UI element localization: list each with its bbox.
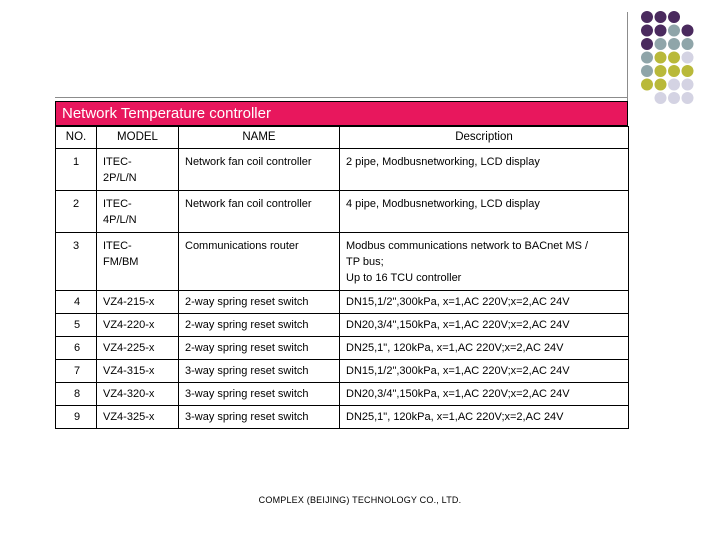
cell-name: Network fan coil controller [179,149,340,191]
cell-description: DN25,1", 120kPa, x=1,AC 220V;x=2,AC 24V [340,337,629,360]
cell-no: 5 [56,314,97,337]
decorative-dot [682,92,694,104]
decorative-dot [682,52,694,64]
table-header-row [56,127,629,149]
decorative-dot [682,38,694,50]
cell-no: 7 [56,360,97,383]
cell-description: DN20,3/4",150kPa, x=1,AC 220V;x=2,AC 24V [340,314,629,337]
cell-name: 2-way spring reset switch [179,337,340,360]
column-header-name: NAME [179,127,340,149]
cell-no: 8 [56,383,97,406]
decorative-dot [655,52,667,64]
cell-description: DN15,1/2",300kPa, x=1,AC 220V;x=2,AC 24V [340,360,629,383]
cell-name: Communications router [179,233,340,291]
cell-description: 2 pipe, Modbusnetworking, LCD display [340,149,629,191]
table-row [56,291,629,314]
cell-no: 4 [56,291,97,314]
cell-model: ITEC- 4P/L/N [97,191,179,233]
table-row [56,337,629,360]
column-header-no: NO. [56,127,97,149]
cell-no: 2 [56,191,97,233]
table-row [56,233,629,291]
decorative-dot [641,38,653,50]
table-row [56,149,629,191]
cell-no: 6 [56,337,97,360]
table-row [56,360,629,383]
decorative-dot [668,52,680,64]
cell-model: VZ4-220-x [97,314,179,337]
decorative-dot [668,25,680,37]
cell-no: 1 [56,149,97,191]
cell-name: 3-way spring reset switch [179,406,340,429]
cell-model: VZ4-225-x [97,337,179,360]
decorative-dot [641,25,653,37]
table-body [56,149,629,429]
cell-description: 4 pipe, Modbusnetworking, LCD display [340,191,629,233]
product-table [55,126,629,429]
decorative-dot [682,25,694,37]
cell-name: 3-way spring reset switch [179,383,340,406]
cell-no: 9 [56,406,97,429]
cell-model: ITEC- FM/BM [97,233,179,291]
cell-model: ITEC- 2P/L/N [97,149,179,191]
decorative-dot [655,79,667,91]
decorative-dot [682,79,694,91]
vertical-rule [627,12,628,112]
cell-name: 3-way spring reset switch [179,360,340,383]
decorative-dot [641,65,653,77]
decorative-dot [655,11,667,23]
table-row [56,314,629,337]
decorative-dot [641,52,653,64]
company-footer: COMPLEX (BEIJING) TECHNOLOGY CO., LTD. [258,495,462,505]
column-header-model: MODEL [97,127,179,149]
decorative-dot [668,79,680,91]
decorative-dot [668,92,680,104]
cell-model: VZ4-215-x [97,291,179,314]
horizontal-rule [55,97,627,98]
cell-description: DN25,1", 120kPa, x=1,AC 220V;x=2,AC 24V [340,406,629,429]
cell-name: Network fan coil controller [179,191,340,233]
table-row [56,191,629,233]
decorative-dot [655,65,667,77]
decorative-dot [668,11,680,23]
cell-name: 2-way spring reset switch [179,291,340,314]
table-row [56,383,629,406]
decorative-dot [655,38,667,50]
decorative-dot [641,11,653,23]
cell-model: VZ4-325-x [97,406,179,429]
column-header-description: Description [340,127,629,149]
cell-model: VZ4-315-x [97,360,179,383]
cell-model: VZ4-320-x [97,383,179,406]
cell-description: DN20,3/4",150kPa, x=1,AC 220V;x=2,AC 24V [340,383,629,406]
cell-description: Modbus communications network to BACnet MS / TP bus; Up to 16 TCU controller [340,233,629,291]
decorative-dot [655,25,667,37]
decorative-dot [668,65,680,77]
decorative-dot [668,38,680,50]
cell-name: 2-way spring reset switch [179,314,340,337]
slide-title: Network Temperature controller [55,101,628,126]
decorative-dot [641,79,653,91]
decorative-dot [655,92,667,104]
decorative-dot [682,65,694,77]
table-row [56,406,629,429]
cell-no: 3 [56,233,97,291]
cell-description: DN15,1/2",300kPa, x=1,AC 220V;x=2,AC 24V [340,291,629,314]
